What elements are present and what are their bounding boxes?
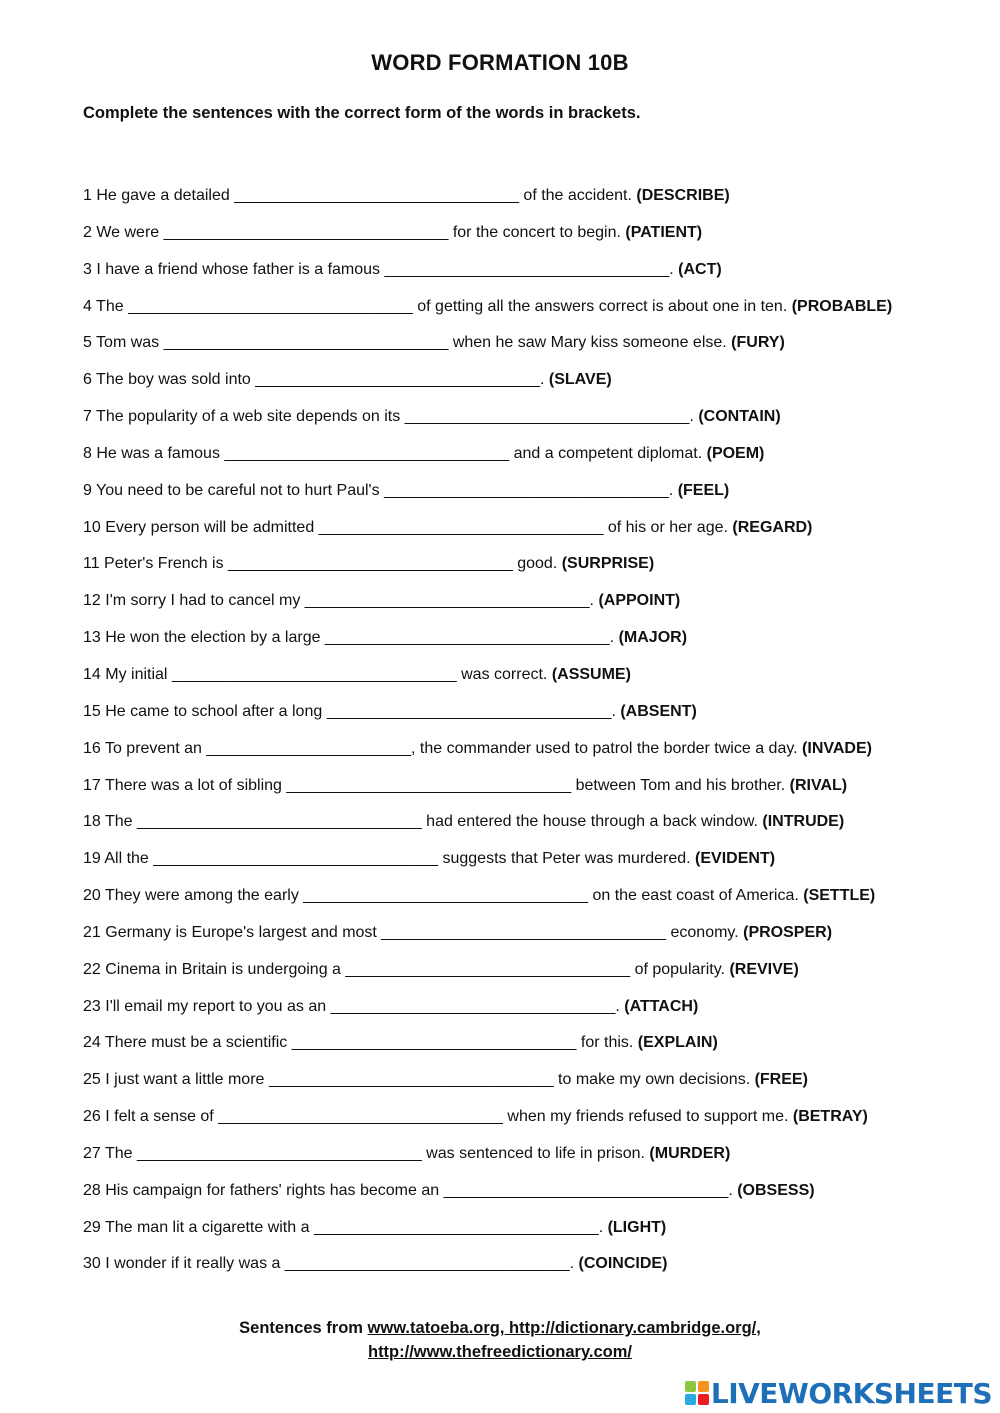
exercise-sentence: 12 I'm sorry I had to cancel my ________________________________.: [83, 592, 599, 610]
exercise-sentence: 11 Peter's French is ________________________________ good.: [83, 555, 562, 573]
exercise-item: [83, 958, 892, 995]
exercise-item: [83, 1105, 892, 1142]
exercise-sentence: 16 To prevent an _______________________, the commander used to patrol the border twice a day.: [83, 739, 803, 757]
liveworksheets-brand[interactable]: [685, 1376, 992, 1410]
exercise-sentence: 26 I felt a sense of ________________________________ when my friends refused to support me.: [83, 1108, 793, 1126]
exercise-item: [83, 847, 892, 884]
exercise-keyword: (OBSESS): [737, 1181, 815, 1199]
exercise-item: [83, 442, 892, 479]
exercise-item: [83, 295, 892, 332]
exercise-sentence: 8 He was a famous ________________________________ and a competent diplomat.: [83, 444, 707, 462]
exercise-item: [83, 331, 892, 368]
exercise-keyword: (FREE): [754, 1071, 808, 1089]
exercise-sentence: 24 There must be a scientific ________________________________ for this.: [83, 1034, 638, 1052]
exercise-sentence: 5 Tom was ________________________________ when he saw Mary kiss someone else.: [83, 334, 732, 352]
exercise-keyword: (PROSPER): [743, 923, 833, 941]
exercise-sentence: 27 The ________________________________ was sentenced to life in prison.: [83, 1144, 650, 1162]
logo-square-3: [685, 1394, 696, 1405]
logo-square-4: [698, 1394, 709, 1405]
exercise-sentence: 18 The ________________________________ had entered the house through a back window.: [83, 813, 763, 831]
sources-prefix: Sentences from: [239, 1319, 368, 1337]
liveworksheets-logo-icon: [685, 1381, 709, 1405]
exercise-item: [83, 1179, 892, 1216]
exercise-keyword: (MURDER): [649, 1144, 731, 1162]
exercise-sentence: 22 Cinema in Britain is undergoing a ________________________________ of popularity.: [83, 960, 730, 978]
exercise-sentence: 25 I just want a little more ________________________________ to make my own decisions.: [83, 1071, 755, 1089]
exercise-item: [83, 1142, 892, 1179]
exercise-list: [83, 184, 892, 1289]
exercise-keyword: (ASSUME): [551, 665, 631, 683]
exercise-keyword: (MAJOR): [618, 629, 688, 647]
exercise-keyword: (COINCIDE): [578, 1255, 668, 1273]
exercise-sentence: 13 He won the election by a large ________________________________.: [83, 629, 619, 647]
liveworksheets-wordmark: LIVEWORKSHEETS: [710, 1376, 992, 1410]
exercise-item: [83, 552, 892, 589]
exercise-item: [83, 221, 892, 258]
exercise-keyword: (SURPRISE): [561, 555, 655, 573]
exercise-keyword: (PROBABLE): [791, 297, 893, 315]
exercise-item: [83, 810, 892, 847]
exercise-sentence: 14 My initial ________________________________ was correct.: [83, 665, 552, 683]
exercise-sentence: 7 The popularity of a web site depends on its ________________________________.: [83, 408, 699, 426]
sources-footer: [0, 1316, 1000, 1364]
exercise-item: [83, 700, 892, 737]
exercise-item: [83, 368, 892, 405]
exercise-sentence: 4 The ________________________________ of getting all the answers correct is about one in ten.: [83, 297, 792, 315]
logo-square-2: [698, 1381, 709, 1392]
exercise-item: [83, 1031, 892, 1068]
source-link-tatoeba-cambridge[interactable]: www.tatoeba.org, http://dictionary.cambridge.org/,: [367, 1319, 761, 1337]
exercise-sentence: 21 Germany is Europe's largest and most ________________________________ economy.: [83, 923, 744, 941]
exercise-keyword: (ATTACH): [624, 997, 699, 1015]
exercise-keyword: (APPOINT): [598, 592, 681, 610]
exercise-sentence: 30 I wonder if it really was a ________________________________.: [83, 1255, 579, 1273]
source-link-freedictionary[interactable]: http://www.thefreedictionary.com/: [367, 1343, 633, 1361]
exercise-item: [83, 589, 892, 626]
exercise-item: [83, 626, 892, 663]
exercise-item: [83, 884, 892, 921]
exercise-sentence: 28 His campaign for fathers' rights has become an ________________________________.: [83, 1181, 738, 1199]
exercise-keyword: (ABSENT): [620, 702, 697, 720]
exercise-item: [83, 663, 892, 700]
exercise-keyword: (EXPLAIN): [637, 1034, 718, 1052]
exercise-keyword: (EVIDENT): [695, 850, 776, 868]
exercise-sentence: 1 He gave a detailed ________________________________ of the accident.: [83, 187, 637, 204]
exercise-keyword: (POEM): [706, 444, 765, 462]
exercise-keyword: (SLAVE): [548, 371, 612, 389]
exercise-sentence: 19 All the ________________________________ suggests that Peter was murdered.: [83, 850, 696, 868]
exercise-sentence: 15 He came to school after a long ________________________________.: [83, 702, 621, 720]
exercise-keyword: (LIGHT): [607, 1218, 667, 1236]
exercise-item: [83, 737, 892, 774]
exercise-item: [83, 995, 892, 1032]
exercise-keyword: (FURY): [731, 334, 785, 352]
exercise-keyword: (REVIVE): [729, 960, 799, 978]
exercise-item: [83, 405, 892, 442]
exercise-keyword: (CONTAIN): [698, 408, 781, 426]
exercise-keyword: (ACT): [678, 260, 722, 278]
logo-square-1: [685, 1381, 696, 1392]
exercise-keyword: (FEEL): [677, 481, 730, 499]
exercise-item: [83, 774, 892, 811]
exercise-sentence: 29 The man lit a cigarette with a ________________________________.: [83, 1218, 608, 1236]
exercise-item: [83, 1252, 892, 1289]
exercise-item: [83, 921, 892, 958]
exercise-sentence: 23 I'll email my report to you as an ________________________________.: [83, 997, 625, 1015]
exercise-sentence: 10 Every person will be admitted ________________________________ of his or her age.: [83, 518, 733, 536]
instructions: Complete the sentences with the correct form of the words in brackets.: [83, 104, 641, 122]
exercise-keyword: (INVADE): [802, 739, 872, 757]
exercise-sentence: 17 There was a lot of sibling ________________________________ between Tom and his brother.: [83, 776, 790, 794]
exercise-keyword: (PATIENT): [625, 223, 703, 241]
exercise-sentence: 6 The boy was sold into ________________________________.: [83, 371, 549, 389]
worksheet-title: WORD FORMATION 10B: [371, 50, 629, 75]
exercise-keyword: (SETTLE): [803, 887, 876, 905]
exercise-item: [83, 1068, 892, 1105]
exercise-item: [83, 1216, 892, 1253]
exercise-sentence: 3 I have a friend whose father is a famous ________________________________.: [83, 260, 679, 278]
exercise-item: [83, 184, 892, 221]
exercise-sentence: 2 We were ________________________________ for the concert to begin.: [83, 223, 626, 241]
exercise-sentence: 9 You need to be careful not to hurt Paul's ________________________________.: [83, 481, 678, 499]
exercise-item: [83, 516, 892, 553]
exercise-sentence: 20 They were among the early ________________________________ on the east coast of America.: [83, 887, 804, 905]
exercise-keyword: (REGARD): [732, 518, 813, 536]
exercise-keyword: (RIVAL): [789, 776, 848, 794]
exercise-item: [83, 258, 892, 295]
exercise-keyword: (DESCRIBE): [636, 187, 730, 204]
exercise-keyword: (INTRUDE): [762, 813, 845, 831]
exercise-item: [83, 479, 892, 516]
exercise-keyword: (BETRAY): [792, 1108, 868, 1126]
